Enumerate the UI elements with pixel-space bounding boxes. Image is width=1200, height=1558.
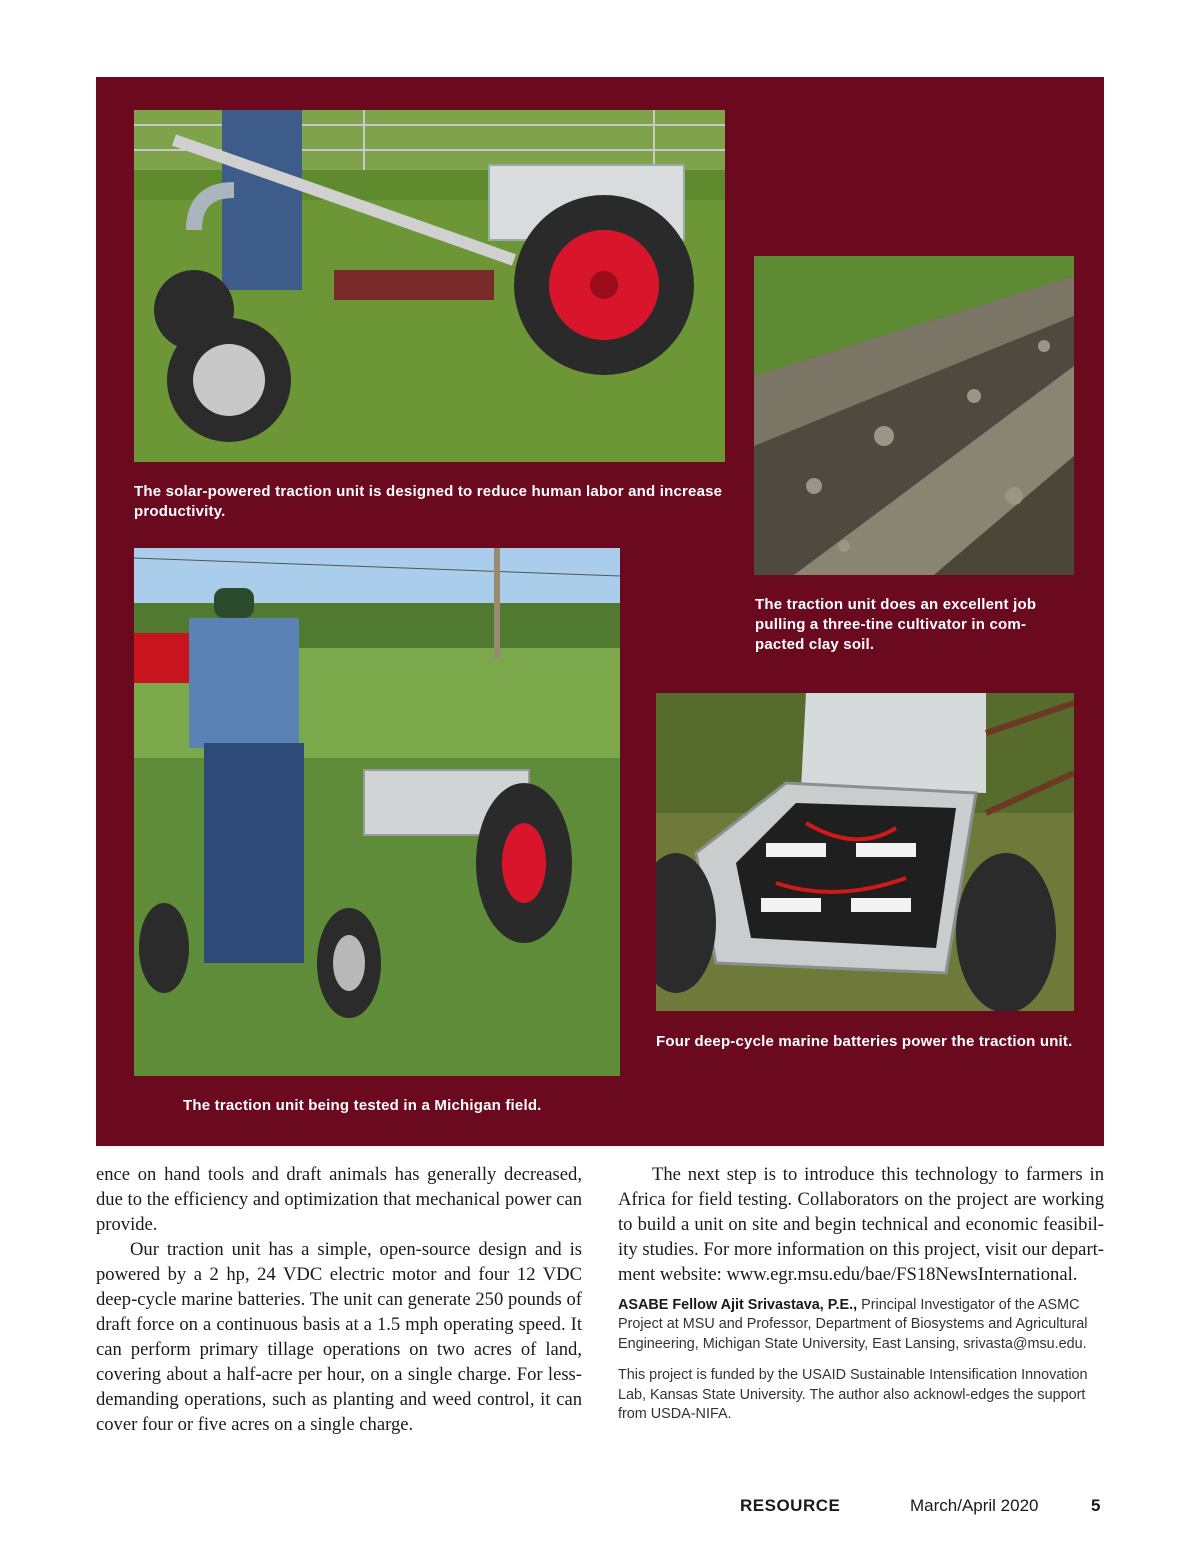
- funding-note: This project is funded by the USAID Sustainable Intensification Innovation Lab, Kansas State University. The author also acknowl-edges the support from USDA-NIFA.: [618, 1367, 1088, 1423]
- caption-photo3: The traction unit being tested in a Michigan field.: [183, 1097, 542, 1114]
- body-paragraph: ence on hand tools and draft animals has generally decreased, due to the efficiency and optimization that mechanical power can provide.: [96, 1164, 582, 1235]
- caption-photo4: Four deep-cycle marine batteries power the traction unit.: [656, 1033, 1073, 1050]
- author-bio: [618, 1296, 1104, 1436]
- caption-photo1: The solar-powered traction unit is designed to reduce human labor and increase productivity.: [134, 483, 723, 520]
- photo-traction-unit: [134, 110, 725, 462]
- footer-magazine: RESOURCE: [740, 1496, 841, 1515]
- body-right-column: [618, 1162, 1104, 1287]
- author-affiliation: Principal Investigator of the ASMC Project at MSU and Professor, Department of Biosystems and Agricultural Engineering, Michigan State University, East Lansing, srivasta@msu.edu.: [618, 1297, 1088, 1352]
- body-left-column: [96, 1162, 582, 1437]
- photo-batteries: [656, 693, 1074, 1011]
- body-paragraph: Our traction unit has a simple, open-source design and is powered by a 2 hp, 24 VDC electric motor and four 12 VDC deep-cycle marine batteries. The unit can generate 250 pounds of draft force on a continuous basis at a 1.5 mph operating speed. It can perform primary tillage operations on two acres of land, covering about a half-acre per hour, on a single charge. For less-demanding operations, such as planting and weed control, it can cover four or five acres on a single charge.: [96, 1239, 582, 1435]
- caption-photo2: The traction unit does an excellent job pulling a three-tine cultivator in com-pacted clay soil.: [755, 596, 1037, 653]
- author-name: ASABE Fellow Ajit Srivastava, P.E.,: [618, 1297, 858, 1313]
- photo-field-test: [134, 548, 620, 1076]
- body-paragraph: The next step is to introduce this technology to farmers in Africa for field testing. Collaborators on the project are working to build a unit on site and begin technical and economic feasibil-ity studies. For more information on this project, visit our depart-ment website: www.egr.msu.edu/bae/FS18NewsInternational.: [618, 1164, 1104, 1285]
- photo-cultivated-soil: [754, 256, 1074, 575]
- footer-issue: March/April 2020: [910, 1496, 1039, 1515]
- page-number: 5: [1091, 1496, 1101, 1515]
